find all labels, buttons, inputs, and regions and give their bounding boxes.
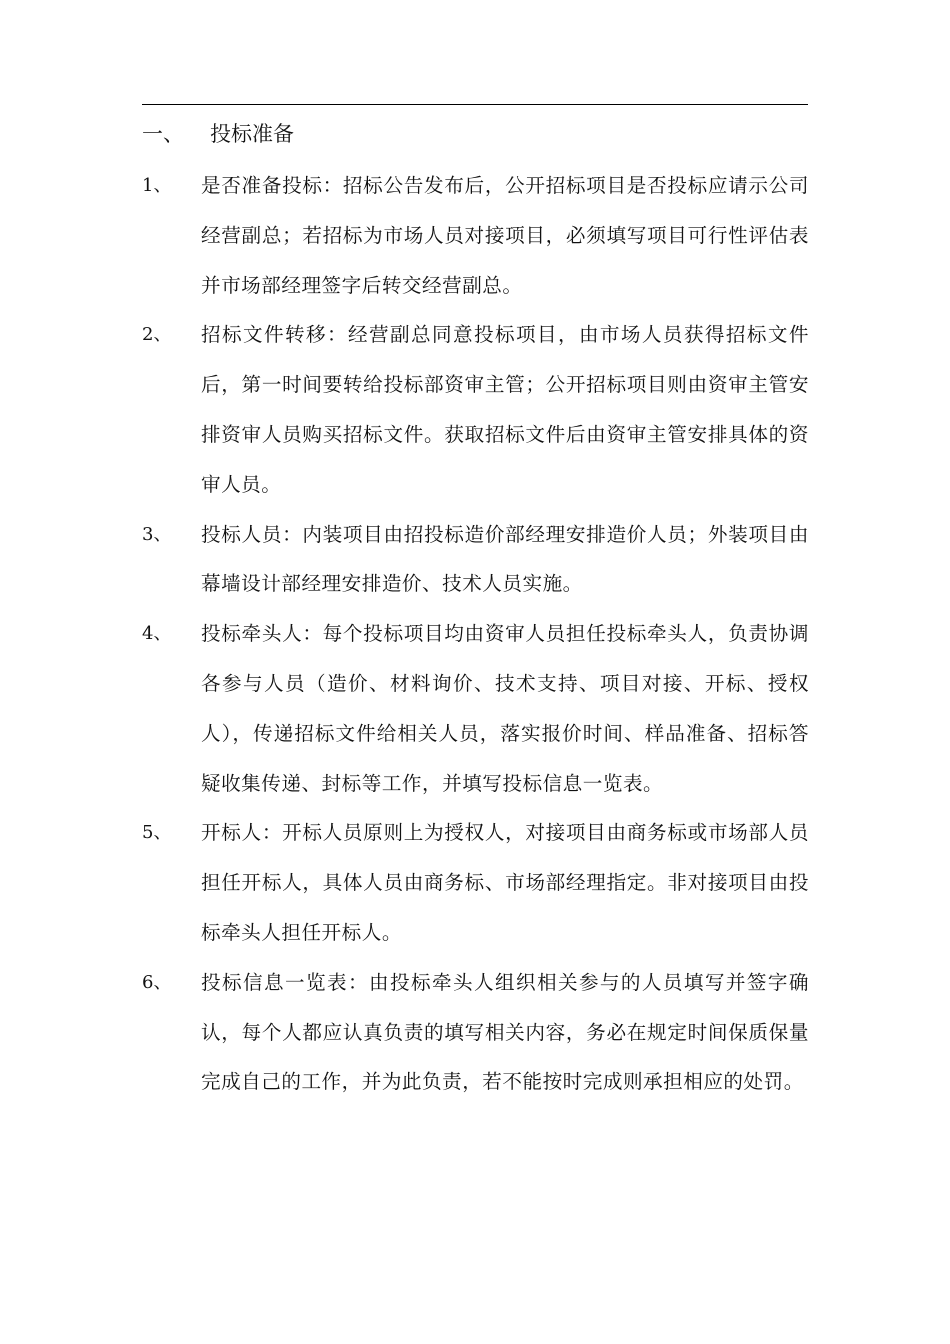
list-item [142,808,810,957]
item-text: 投标信息一览表：由投标牵头人组织相关参与的人员填写并签字确认，每个人都应认真负责的填写相关内容，务必在规定时间保质保量完成自己的工作，并为此负责，若不能按时完成则承担相应的处罚。 [201,970,809,1094]
item-text: 是否准备投标：招标公告发布后，公开招标项目是否投标应请示公司经营副总；若招标为市场人员对接项目，必须填写项目可行性评估表并市场部经理签字后转交经营副总。 [201,174,809,297]
item-number: 6、 [142,971,172,993]
header-rule [142,104,808,105]
item-number: 5、 [142,822,172,844]
list-item [142,510,810,610]
list-item [142,958,810,1107]
item-text: 投标人员：内装项目由招投标造价部经理安排造价人员；外装项目由幕墙设计部经理安排造价、技术人员实施。 [201,522,809,596]
section-number: 一、 [142,122,184,146]
item-text: 开标人：开标人员原则上为授权人，对接项目由商务标或市场部人员担任开标人，具体人员由商务标、市场部经理指定。非对接项目由投标牵头人担任开标人。 [201,821,809,944]
item-number: 1、 [142,175,172,196]
item-list [142,161,810,1107]
list-item [142,310,810,509]
list-item [142,161,810,310]
list-item [142,609,810,808]
section-title: 投标准备 [210,122,294,146]
item-number: 3、 [142,523,172,545]
item-text: 投标牵头人：每个投标项目均由资审人员担任投标牵头人，负责协调各参与人员（造价、材料询价、技术支持、项目对接、开标、授权人），传递招标文件给相关人员，落实报价时间、样品准备、招标答疑收集传递、封标等工作，并填写投标信息一览表。 [201,622,809,795]
section-heading [142,114,294,154]
item-text: 招标文件转移：经营副总同意投标项目，由市场人员获得招标文件后，第一时间要转给投标部资审主管；公开招标项目则由资审主管安排资审人员购买招标文件。获取招标文件后由资审主管安排具体的资审人员。 [201,323,809,496]
item-number: 2、 [142,324,172,346]
item-number: 4、 [142,623,172,645]
